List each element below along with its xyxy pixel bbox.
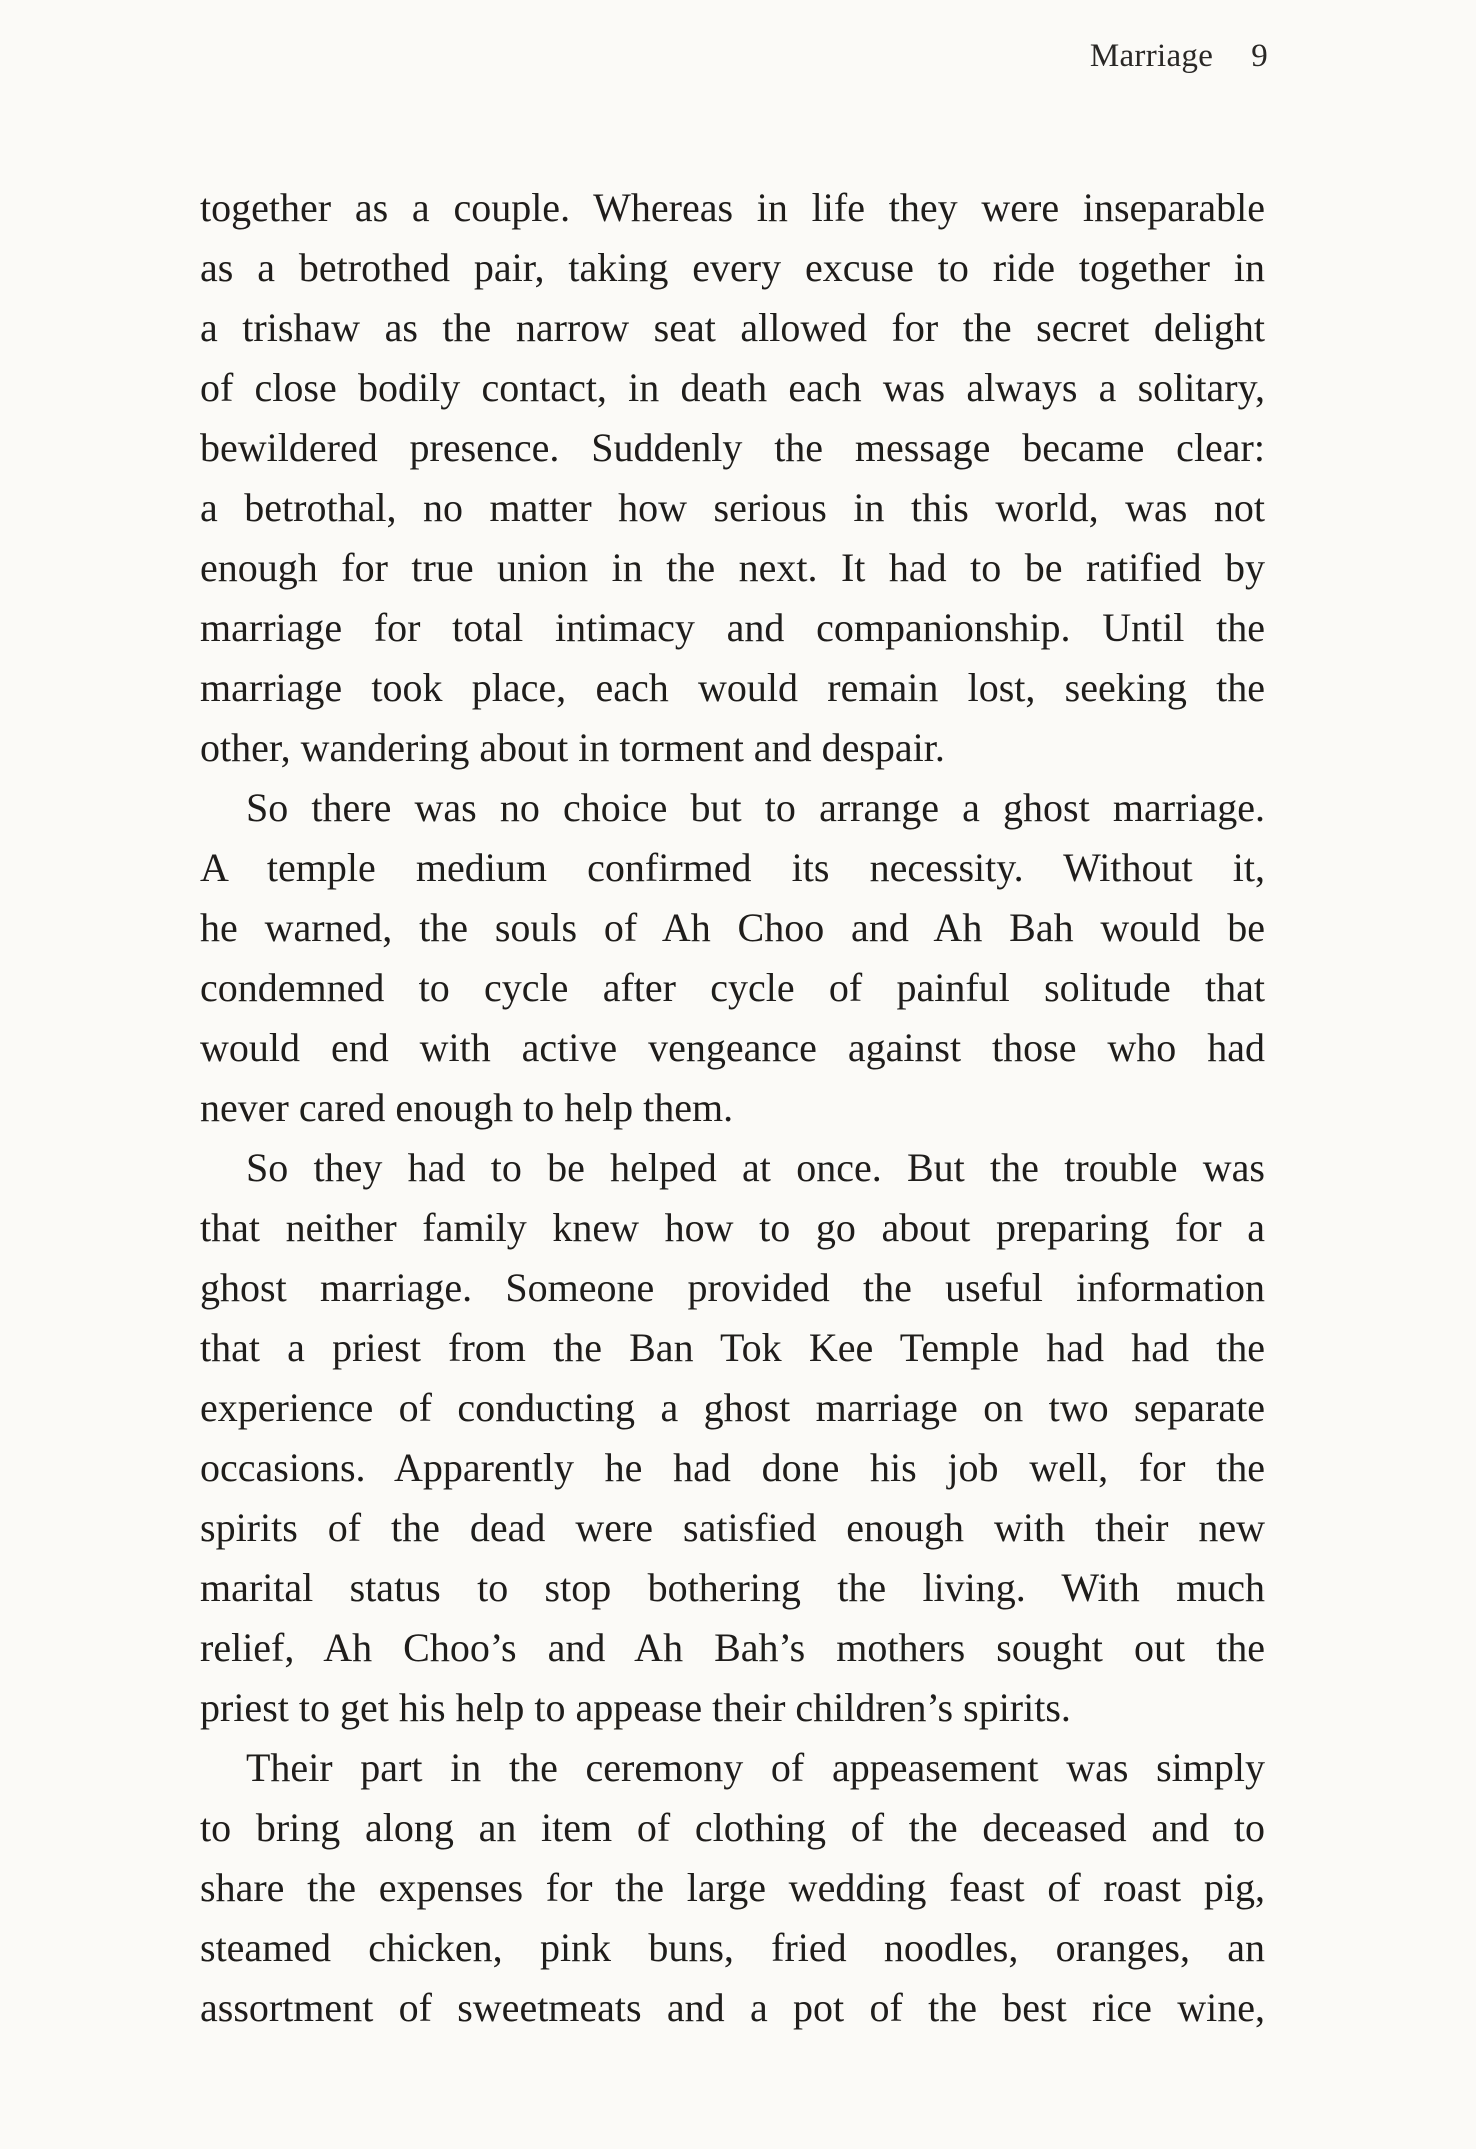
text-line: assortment of sweetmeats and a pot of the best rice wine, (200, 1985, 1265, 2030)
text-line: experience of conducting a ghost marriage on two separate (200, 1385, 1265, 1430)
text-line: he warned, the souls of Ah Choo and Ah Bah would be (200, 905, 1265, 950)
text-line: Their part in the ceremony of appeasement was simply (246, 1745, 1265, 1790)
text-line: marriage took place, each would remain lost, seeking the (200, 665, 1265, 710)
paragraph-1 (200, 178, 1265, 778)
text-line: that a priest from the Ban Tok Kee Temple had had the (200, 1325, 1265, 1370)
running-head (1090, 38, 1268, 75)
text-line: bewildered presence. Suddenly the message became clear: (200, 425, 1265, 470)
text-line: spirits of the dead were satisfied enough with their new (200, 1505, 1265, 1550)
text-line: never cared enough to help them. (200, 1085, 734, 1130)
paragraph-3 (200, 1138, 1265, 1738)
text-line: other, wandering about in torment and despair. (200, 725, 945, 770)
text-line: that neither family knew how to go about preparing for a (200, 1205, 1265, 1250)
text-line: a trishaw as the narrow seat allowed for the secret delight (200, 305, 1265, 350)
text-line: priest to get his help to appease their children’s spirits. (200, 1685, 1071, 1730)
text-line: would end with active vengeance against those who had (200, 1025, 1265, 1070)
text-line: So they had to be helped at once. But the trouble was (246, 1145, 1265, 1190)
text-line: So there was no choice but to arrange a ghost marriage. (246, 785, 1265, 830)
text-line: relief, Ah Choo’s and Ah Bah’s mothers sought out the (200, 1625, 1265, 1670)
text-line: condemned to cycle after cycle of painful solitude that (200, 965, 1265, 1010)
paragraph-4 (200, 1738, 1265, 2038)
text-line: occasions. Apparently he had done his job well, for the (200, 1445, 1265, 1490)
text-line: share the expenses for the large wedding feast of roast pig, (200, 1865, 1265, 1910)
text-line: steamed chicken, pink buns, fried noodles, oranges, an (200, 1925, 1265, 1970)
text-line: ghost marriage. Someone provided the useful information (200, 1265, 1265, 1310)
text-line: a betrothal, no matter how serious in this world, was not (200, 485, 1265, 530)
text-line: together as a couple. Whereas in life they were inseparable (200, 185, 1265, 230)
paragraph-2 (200, 778, 1265, 1138)
running-title: Marriage (1089, 38, 1214, 74)
text-line: A temple medium confirmed its necessity. Without it, (200, 845, 1265, 890)
body-text (200, 178, 1265, 2038)
text-line: marital status to stop bothering the living. With much (200, 1565, 1265, 1610)
text-line: marriage for total intimacy and companionship. Until the (200, 605, 1265, 650)
text-line: as a betrothed pair, taking every excuse to ride together in (200, 245, 1265, 290)
text-line: enough for true union in the next. It had to be ratified by (200, 545, 1265, 590)
text-line: of close bodily contact, in death each was always a solitary, (200, 365, 1265, 410)
text-line: to bring along an item of clothing of the deceased and to (200, 1805, 1265, 1850)
page-number: 9 (1251, 38, 1268, 74)
